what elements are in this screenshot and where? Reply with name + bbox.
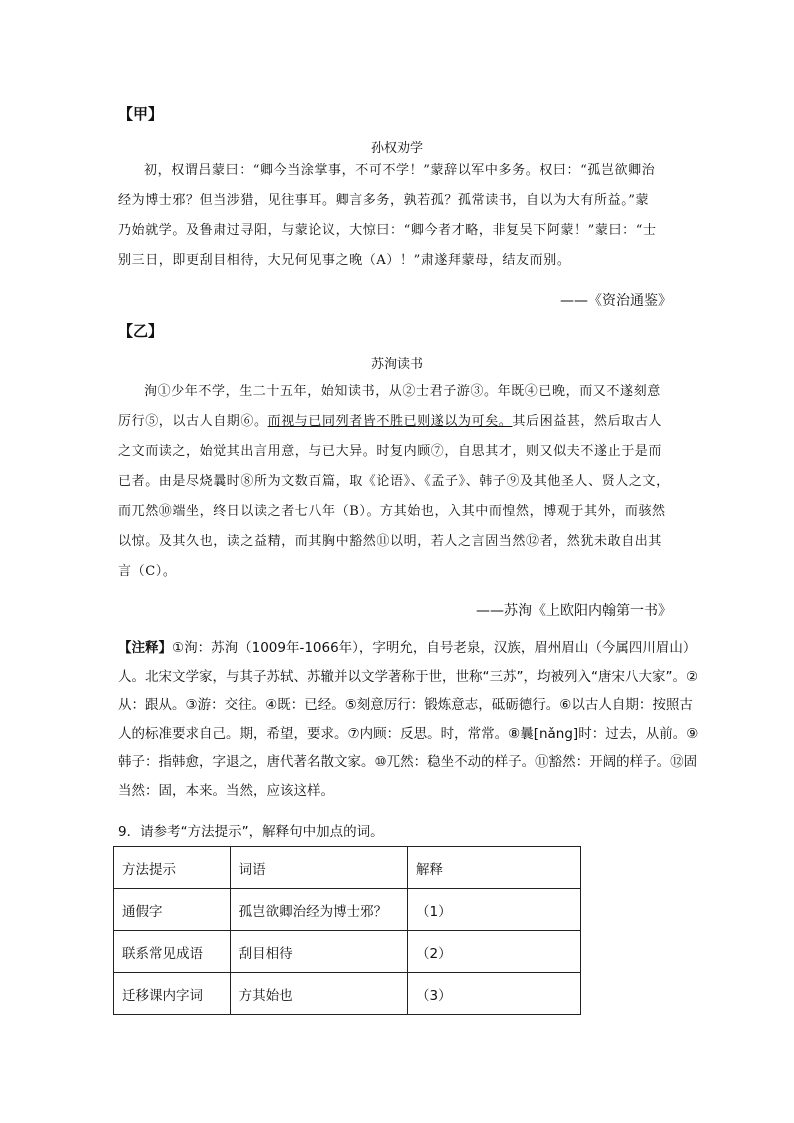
passage-b-source: ——苏洵《上欧阳内翰第一书》 xyxy=(476,603,672,619)
table-header: 词语 xyxy=(230,847,407,889)
passage-a-line: 经为博士邪？但当涉猎，见往事耳。卿言多务，孰若孤？孤常读书，自以为大有所益。”蒙 xyxy=(118,193,650,208)
table-header-row xyxy=(114,847,581,889)
passage-b-text: 厉行⑤，以古人自期⑥。 xyxy=(118,414,268,429)
passage-a-line: 乃始就学。及鲁肃过寻阳，与蒙论议，大惊曰：“卿今者才略，非复吴下阿蒙！”蒙曰：“士 xyxy=(118,223,657,238)
passage-b-line: 之文而读之，始觉其出言用意，与已大异。时复内顾⑦，自思其才，则又似夫不遂止于是而 xyxy=(118,444,663,459)
table-cell: （3） xyxy=(407,973,580,1015)
table-cell: 联系常见成语 xyxy=(114,931,231,973)
table-header: 解释 xyxy=(407,847,580,889)
method-table xyxy=(113,846,581,1015)
passage-b-title: 苏洵读书 xyxy=(370,357,423,372)
table-cell: 孤岂欲卿治经为博士邪？ xyxy=(230,889,407,931)
table-cell: （2） xyxy=(407,931,580,973)
passage-b-text: 其后困益甚，然后取古人 xyxy=(512,414,663,429)
table-row xyxy=(114,973,581,1015)
passage-b-line: 洵①少年不学，生二十五年，始知读书，从②士君子游③。年既④已晚，而又不遂刻意 xyxy=(144,384,661,399)
passage-b-line: 以惊。及其久也，读之益精，而其胸中豁然⑪以明，若人之言固当然⑫者，然犹未敢自出其 xyxy=(118,534,663,549)
table-cell: 迁移课内字词 xyxy=(114,973,231,1015)
table-cell: 刮目相待 xyxy=(230,931,407,973)
notes-text: ①洵：苏洵（1009年-1066年），字明允，自号老泉，汉族，眉州眉山（今属四川眉山）人。北宋文学家，与其子苏轼、苏辙并以文学著称于世，世称“三苏”，均被列入“唐宋八大家”。②从：跟从。③游：交往。④既：已经。⑤刻意厉行：锻炼意志，砥砺德行。⑥以古人自期：按照古人的标准要求自己。期，希望，要求。⑦内顾：反思。时，常常。⑧曩[nǎng]时：过去，从前。⑨韩子：指韩愈，字退之，唐代著名散文家。⑩兀然：稳坐不动的样子。⑪豁然：开阔的样子。⑫固当然：固，本来。当然，应该这样。 xyxy=(118,640,699,799)
passage-a-line: 别三日，即更刮目相待，大兄何见事之晚（A）！”肃遂拜蒙母，结友而别。 xyxy=(118,253,571,268)
table-cell: （1） xyxy=(407,889,580,931)
passage-b-line: 而兀然⑩端坐，终日以读之者七八年（B）。方其始也，入其中而惶然，博观于其外，而骇然 xyxy=(118,504,666,519)
notes-block xyxy=(118,634,704,805)
table-header: 方法提示 xyxy=(114,847,231,889)
passage-a-label: 【甲】 xyxy=(118,105,164,123)
passage-a-title: 孙权劝学 xyxy=(370,141,423,156)
passage-b-body xyxy=(118,377,682,587)
passage-a-source: ——《资治通鉴》 xyxy=(560,293,672,309)
underlined-sentence: 而视与已同列者皆不胜已则遂以为可矣。 xyxy=(267,414,513,429)
passage-b-line: 已者。由是尽烧曩时⑧所为文数百篇，取《论语》、《孟子》、韩子⑨及其他圣人、贤人之文， xyxy=(118,474,670,489)
question-prompt: 9．请参考“方法提示”，解释句中加点的词。 xyxy=(118,824,384,840)
passage-b-label: 【乙】 xyxy=(118,322,164,340)
table-row xyxy=(114,889,581,931)
passage-b-line xyxy=(118,407,682,437)
passage-a-line: 初，权谓吕蒙曰：“卿今当涂掌事，不可不学！”蒙辞以军中多务。权曰：“孤岂欲卿治 xyxy=(144,163,656,178)
table-row xyxy=(114,931,581,973)
passage-b-line: 言（C）。 xyxy=(118,564,177,579)
table-cell: 通假字 xyxy=(114,889,231,931)
table-cell: 方其始也 xyxy=(230,973,407,1015)
notes-label: 【注释】 xyxy=(118,640,172,656)
passage-a-body xyxy=(118,156,678,276)
